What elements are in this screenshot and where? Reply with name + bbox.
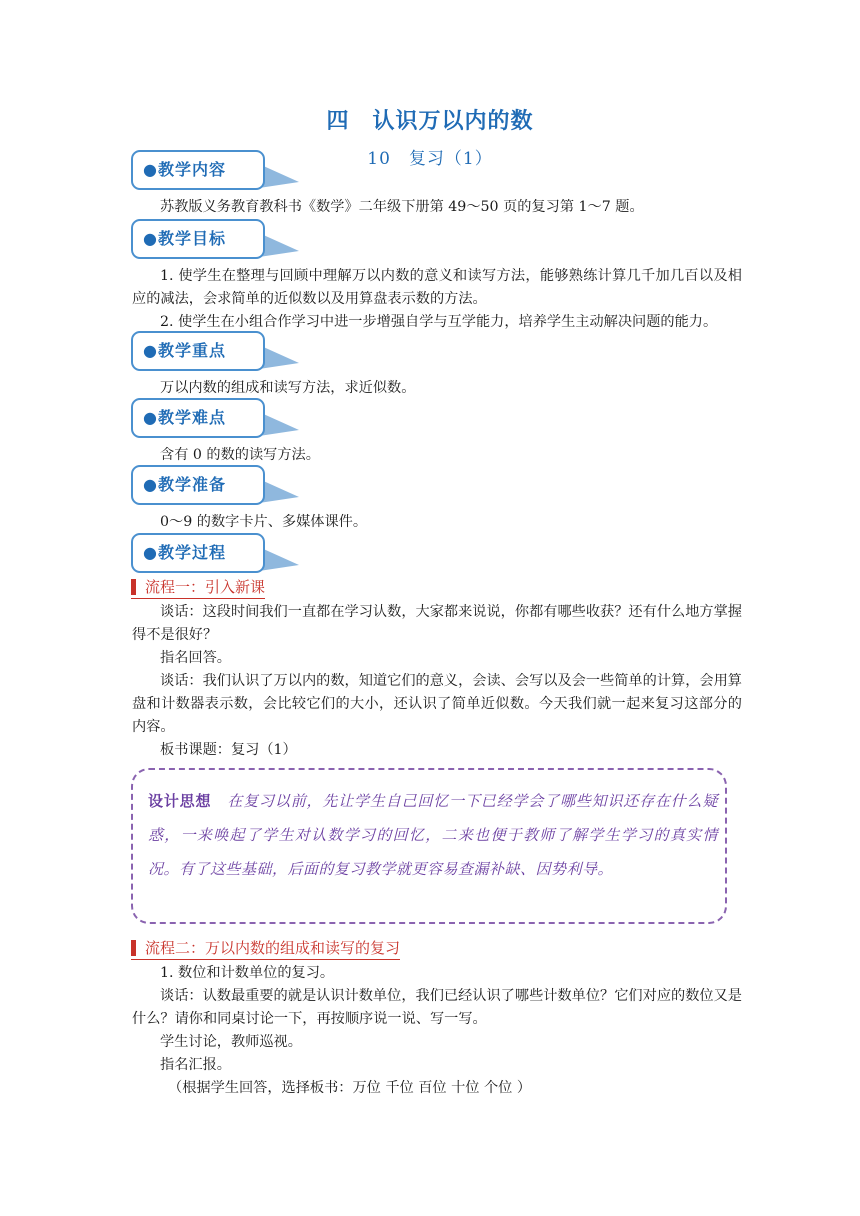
section-label-goals: ●教学目标 [143,229,226,248]
key-points-text: 万以内数的组成和读写方法，求近似数。 [160,380,416,396]
flow-marker-icon [131,579,136,595]
section-badge-key-points [131,331,301,373]
flow1-paragraph: 指名回答。 [160,650,231,666]
goal-item: 1. 使学生在整理与回顾中理解万以内数的意义和读写方法，能够熟练计算几千加几百以及相应的减法，会求简单的近似数以及用算盘表示数的方法。 [132,268,742,307]
flow2-paragraph: （根据学生回答，选择板书：万位 千位 百位 十位 个位 ） [168,1080,532,1096]
section-label-process: ●教学过程 [143,543,226,562]
goal-item: 2. 使学生在小组合作学习中进一步增强自学与互学能力，培养学生主动解决问题的能力。 [160,314,718,330]
flow-title: 流程一：引入新课 [145,578,266,596]
flow-marker-icon [131,940,136,956]
section-badge-preparation [131,465,301,507]
chapter-title: 四 认识万以内的数 [326,109,534,134]
design-note-text: 在复习以前，先让学生自己回忆一下已经学会了哪些知识还存在什么疑惑，一来唤起了学生对认数学习的回忆，二来也便于教师了解学生学习的真实情况。有了这些基础，后面的复习教学就更容易查漏补缺、因势利导。 [148,792,718,878]
flow-title: 流程二：万以内数的组成和读写的复习 [145,939,401,957]
flow2-paragraph: 1. 数位和计数单位的复习。 [160,965,335,981]
section-label-preparation: ●教学准备 [143,475,226,494]
section-label-key-points: ●教学重点 [143,341,226,360]
section-badge-difficulties [131,398,301,440]
flow1-paragraph: 板书课题：复习（1） [160,742,297,758]
section-badge-goals [131,219,301,261]
design-note-box [131,768,727,924]
section-badge-content [131,150,301,192]
flow1-paragraph: 谈话：我们认识了万以内的数，知道它们的意义，会读、会写以及会一些简单的计算，会用算盘和计数器表示数，会比较它们的大小，还认识了简单近似数。今天我们就一起来复习这部分的内容。 [132,673,742,735]
flow2-paragraph: 指名汇报。 [160,1057,231,1073]
flow-heading-2 [131,937,400,960]
section-badge-process [131,533,301,575]
section-label-difficulties: ●教学难点 [143,408,226,427]
lesson-title: 10 复习（1） [367,149,493,169]
difficulties-text: 含有 0 的数的读写方法。 [160,447,320,463]
design-note-label: 设计思想 [148,792,212,810]
flow-heading-1 [131,576,265,599]
flow2-paragraph: 学生讨论，教师巡视。 [160,1034,302,1050]
design-note [148,784,718,886]
flow2-paragraph: 谈话：认数最重要的就是认识计数单位，我们已经认识了哪些计数单位？它们对应的数位又是什么？请你和同桌讨论一下，再按顺序说一说、写一写。 [132,988,742,1027]
preparation-text: 0～9 的数字卡片、多媒体课件。 [160,514,368,530]
flow1-paragraph: 谈话：这段时间我们一直都在学习认数，大家都来说说，你都有哪些收获？还有什么地方掌握得不是很好？ [132,604,742,643]
section-label-content: ●教学内容 [143,160,226,179]
content-text: 苏教版义务教育教科书《数学》二年级下册第 49～50 页的复习第 1～7 题。 [160,199,644,215]
